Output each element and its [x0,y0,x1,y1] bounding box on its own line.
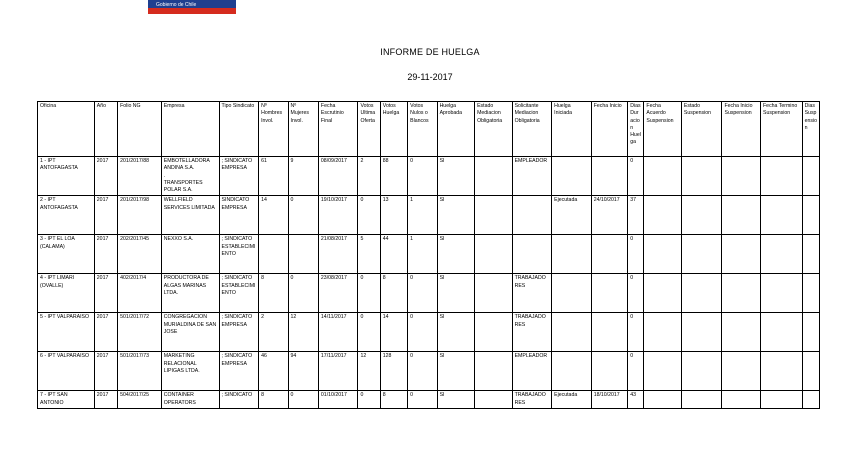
table-cell: WELLFIELD SERVICES LIMITADA [161,196,219,235]
table-cell: 8 [380,391,407,409]
table-cell: ; SINDICATO EMPRESA [219,313,259,352]
table-row [38,196,820,235]
table-cell: SI [437,274,475,313]
col-header: Nº Hombres Invol. [259,102,288,157]
table-cell [475,352,513,391]
table-cell: 5 - IPT VALPARAISO [38,313,95,352]
table-cell: EMPLEADOR [512,157,552,196]
table-cell: 0 [358,391,380,409]
strike-report-table [37,101,820,409]
table-cell: 46 [259,352,288,391]
col-header: Votos Ultima Oferta [358,102,380,157]
col-header: Estado Suspension [681,102,722,157]
table-cell [591,274,628,313]
logo-text: Gobierno de Chile [156,2,197,8]
table-cell [761,352,803,391]
table-cell: 19/10/2017 [318,196,358,235]
table-cell: SI [437,352,475,391]
table-row [38,313,820,352]
table-cell: EMBOTELLADORA ANDINA S.A. . TRANSPORTES POLAR S.A. [161,157,219,196]
table-cell: 0 [628,274,644,313]
table-cell: 43 [628,391,644,409]
table-cell: 12 [358,352,380,391]
table-cell: 17/11/2017 [318,352,358,391]
table-cell: 4 - IPT LIMARI (OVALLE) [38,274,95,313]
table-cell: 13 [380,196,407,235]
table-cell [475,235,513,274]
table-cell [681,352,722,391]
table-row [38,157,820,196]
table-cell [475,313,513,352]
table-cell [802,352,819,391]
table-cell [681,235,722,274]
table-cell: 88 [380,157,407,196]
table-cell [761,274,803,313]
table-cell [475,157,513,196]
table-cell: 18/10/2017 [591,391,628,409]
table-cell: TRABAJADORES [512,274,552,313]
table-cell: 2017 [94,352,117,391]
document-date: 29-11-2017 [407,72,453,82]
table-row [38,391,820,409]
table-row [38,235,820,274]
col-header: Solicitante Mediacion Obligatoria [512,102,552,157]
table-cell: SI [437,313,475,352]
table-cell [681,391,722,409]
table-cell: 6 - IPT VALPARAISO [38,352,95,391]
col-header: Votos Huelga [380,102,407,157]
col-header: Votos Nulos o Blancos [408,102,437,157]
table-cell: 2017 [94,157,117,196]
col-header: Fecha Termino Suspension [761,102,803,157]
table-cell: 0 [288,391,318,409]
table-cell [475,196,513,235]
table-cell: 8 [380,274,407,313]
table-cell: Ejecutada [552,196,592,235]
table-cell: 14/11/2017 [318,313,358,352]
table-cell [591,313,628,352]
table-cell: SI [437,196,475,235]
table-cell: 94 [288,352,318,391]
col-header: Huelga Aprobada [437,102,475,157]
table-cell [288,235,318,274]
table-cell: 2017 [94,274,117,313]
table-cell [644,352,682,391]
table-cell [802,235,819,274]
table-cell [512,235,552,274]
table-cell [552,235,592,274]
table-cell: ; SINDICATO [219,391,259,409]
table-cell: 128 [380,352,407,391]
table-cell [722,391,761,409]
table-cell: 0 [288,196,318,235]
table-cell: 01/10/2017 [318,391,358,409]
table-cell: 501/2017/72 [118,313,162,352]
table-cell: 202/2017/45 [118,235,162,274]
table-cell: 9 [288,157,318,196]
table-cell: 8 [259,274,288,313]
col-header: Fecha Acuerdo Suspension [644,102,682,157]
table-cell [591,352,628,391]
table-cell [722,313,761,352]
table-cell: 0 [628,352,644,391]
table-cell: 23/08/2017 [318,274,358,313]
table-cell: CONTAINER OPERATORS [161,391,219,409]
logo-red-stripe [148,8,236,14]
table-cell [552,274,592,313]
table-cell [722,196,761,235]
table-cell [552,313,592,352]
table-cell [475,391,513,409]
table-cell [644,274,682,313]
table-cell [761,391,803,409]
table-cell [681,274,722,313]
table-cell: 201/2017/88 [118,157,162,196]
table-cell [259,235,288,274]
table-cell: 0 [358,196,380,235]
col-header: Folio NG [118,102,162,157]
table-cell [722,235,761,274]
table-cell: MARKETING RELACIONAL LIPIGAS LTDA. [161,352,219,391]
table-cell: SI [437,157,475,196]
table-cell: 8 [259,391,288,409]
col-header: Dias Duracion Huelga [628,102,644,157]
table-cell: EMPLEADOR [512,352,552,391]
table-cell: 2 [358,157,380,196]
table-cell: 2017 [94,391,117,409]
col-header: Estado Mediacion Obligatoria [475,102,513,157]
table-cell [475,274,513,313]
table-cell [722,274,761,313]
header-row [38,102,820,157]
table-cell: Ejecutada [552,391,592,409]
table-cell: 2017 [94,235,117,274]
table-cell: 0 [628,313,644,352]
table-cell: 402/2017/4 [118,274,162,313]
table-cell [681,157,722,196]
table-cell: 5 [358,235,380,274]
table-cell [591,235,628,274]
table-cell: 0 [358,313,380,352]
document-title: INFORME DE HUELGA [380,47,480,57]
table-cell [761,313,803,352]
col-header: Tipo Sindicato [219,102,259,157]
table-cell: 0 [288,274,318,313]
table-cell [591,157,628,196]
table-cell: 0 [408,391,437,409]
table-cell: ; SINDICATO EMPRESA [219,157,259,196]
table-cell: ; SINDICATO ESTABLECIMIENTO [219,235,259,274]
table-cell: 7 - IPT SAN ANTONIO [38,391,95,409]
table-cell [644,235,682,274]
col-header: Dias Suspension [802,102,819,157]
table-cell [552,352,592,391]
table-cell: 21/08/2017 [318,235,358,274]
table-cell: ; SINDICATO EMPRESA [219,352,259,391]
table-cell: 0 [408,352,437,391]
table-row [38,352,820,391]
table-cell [761,235,803,274]
table-body [38,157,820,409]
table-cell [552,157,592,196]
table-cell: 44 [380,235,407,274]
table-cell: 1 - IPT ANTOFAGASTA [38,157,95,196]
table-cell [644,157,682,196]
col-header: Año [94,102,117,157]
table-cell: SI [437,391,475,409]
col-header: Huelga Iniciada [552,102,592,157]
table-cell: 0 [408,313,437,352]
col-header: Fecha Escrutinio Final [318,102,358,157]
table-cell: 501/2017/73 [118,352,162,391]
col-header: Nº Mujeres Invol. [288,102,318,157]
table-cell: 3 - IPT EL LOA (CALAMA) [38,235,95,274]
table-cell: CONGREGACION MURIALDINA DE SAN JOSE [161,313,219,352]
table-cell: 24/10/2017 [591,196,628,235]
table-cell [644,196,682,235]
table-cell: 0 [408,157,437,196]
table-cell: 504/2017/25 [118,391,162,409]
table-cell [722,157,761,196]
table-cell: NEXXO S.A. [161,235,219,274]
table-cell [681,313,722,352]
table-cell [761,196,803,235]
table-cell: 1 [408,196,437,235]
table-cell [512,196,552,235]
col-header: Fecha Inicio [591,102,628,157]
table-cell: 1 [408,235,437,274]
table-cell: SINDICATO EMPRESA [219,196,259,235]
table-cell: 2017 [94,196,117,235]
table-cell: 201/2017/98 [118,196,162,235]
table-row [38,274,820,313]
table-cell: 08/09/2017 [318,157,358,196]
table-cell [802,391,819,409]
table-cell: 0 [628,235,644,274]
table-cell: 2 - IPT ANTOFAGASTA [38,196,95,235]
table-cell [644,391,682,409]
gobierno-logo [148,0,236,14]
table-cell: SI [437,235,475,274]
table-cell: 14 [380,313,407,352]
table-cell [802,157,819,196]
table-cell: 12 [288,313,318,352]
table-cell: 61 [259,157,288,196]
table-cell: 14 [259,196,288,235]
table-cell: TRABAJADORES [512,313,552,352]
table-cell: 2017 [94,313,117,352]
table-cell [722,352,761,391]
table-cell [802,274,819,313]
table-cell [761,157,803,196]
table-cell: 0 [408,274,437,313]
col-header: Fecha Inicio Suspension [722,102,761,157]
table-cell: PRODUCTORA DE ALGAS MARINAS LTDA. [161,274,219,313]
table-cell: ; SINDICATO ESTABLECIMIENTO [219,274,259,313]
table-cell [681,196,722,235]
table-cell [802,196,819,235]
table-cell: 37 [628,196,644,235]
table-cell [644,313,682,352]
col-header: Empresa [161,102,219,157]
table-cell [802,313,819,352]
col-header: Oficina [38,102,95,157]
table-cell: TRABAJADORES [512,391,552,409]
table-cell: 0 [628,157,644,196]
table-cell: 0 [358,274,380,313]
table-cell: 2 [259,313,288,352]
